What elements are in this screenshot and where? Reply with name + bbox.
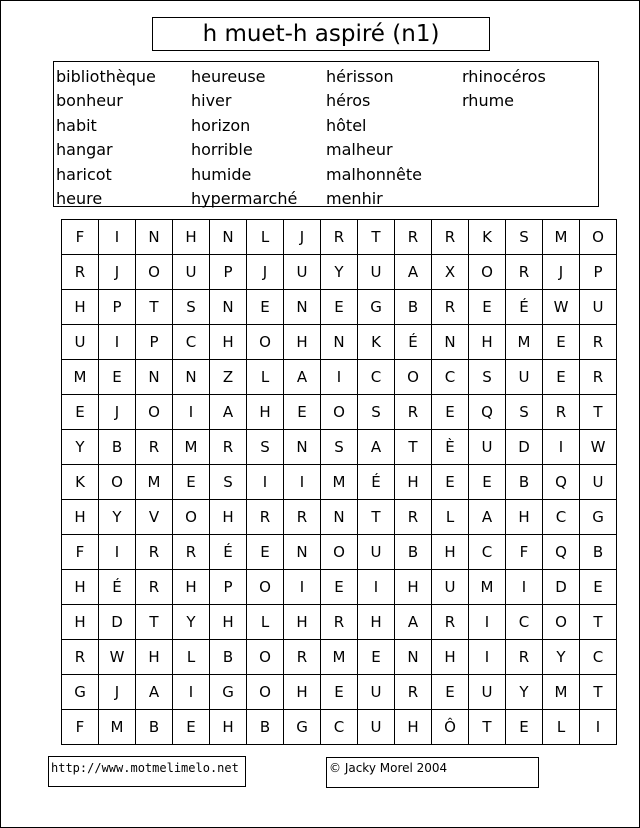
grid-cell[interactable]: I (99, 220, 136, 255)
grid-cell[interactable]: I (321, 360, 358, 395)
grid-cell[interactable]: M (136, 465, 173, 500)
word-item: hérisson (326, 67, 394, 86)
grid-cell[interactable]: H (210, 500, 247, 535)
grid-row (62, 290, 617, 325)
grid-cell[interactable]: T (580, 675, 617, 710)
grid-cell[interactable]: T (395, 430, 432, 465)
grid-cell[interactable]: L (543, 710, 580, 745)
grid-cell[interactable]: Q (543, 465, 580, 500)
grid-cell[interactable]: H (62, 570, 99, 605)
grid-cell[interactable]: E (432, 395, 469, 430)
grid-cell[interactable]: F (506, 535, 543, 570)
grid-cell[interactable]: C (432, 360, 469, 395)
grid-cell[interactable]: L (247, 360, 284, 395)
grid-cell[interactable]: N (284, 290, 321, 325)
grid-cell[interactable]: R (136, 430, 173, 465)
word-item: hiver (191, 91, 232, 111)
grid-cell[interactable]: E (543, 325, 580, 360)
grid-cell[interactable]: K (62, 465, 99, 500)
grid-cell[interactable]: Y (543, 640, 580, 675)
grid-cell[interactable]: O (136, 395, 173, 430)
grid-cell[interactable]: T (580, 395, 617, 430)
grid-cell[interactable]: S (506, 220, 543, 255)
grid-cell[interactable]: E (247, 290, 284, 325)
grid-row (62, 675, 617, 710)
grid-cell[interactable]: M (173, 430, 210, 465)
grid-cell[interactable]: R (543, 395, 580, 430)
grid-cell[interactable]: Ô (432, 710, 469, 745)
grid-row (62, 325, 617, 360)
grid-cell[interactable]: O (173, 500, 210, 535)
grid-cell[interactable]: R (136, 570, 173, 605)
grid-cell[interactable]: E (543, 360, 580, 395)
grid-cell[interactable]: S (173, 290, 210, 325)
grid-cell[interactable]: D (506, 430, 543, 465)
grid-row (62, 500, 617, 535)
grid-cell[interactable]: J (99, 395, 136, 430)
word-item: habit (56, 115, 97, 135)
grid-cell[interactable]: U (358, 535, 395, 570)
grid-cell[interactable]: R (173, 535, 210, 570)
grid-cell[interactable]: H (395, 570, 432, 605)
word-item: héros (326, 91, 371, 111)
grid-cell[interactable]: S (506, 395, 543, 430)
grid-cell[interactable]: H (395, 465, 432, 500)
grid-cell[interactable]: E (469, 290, 506, 325)
grid-cell[interactable]: H (247, 395, 284, 430)
grid-cell[interactable]: R (321, 220, 358, 255)
grid-cell[interactable]: G (210, 675, 247, 710)
grid-cell[interactable]: T (469, 710, 506, 745)
letter-grid (61, 219, 617, 745)
grid-cell[interactable]: E (173, 710, 210, 745)
grid-cell[interactable]: O (321, 535, 358, 570)
grid-cell[interactable]: B (136, 710, 173, 745)
grid-cell[interactable]: E (321, 570, 358, 605)
grid-cell[interactable]: G (358, 290, 395, 325)
word-item: hangar (56, 140, 113, 160)
grid-cell[interactable]: Q (543, 535, 580, 570)
grid-cell[interactable]: H (469, 325, 506, 360)
grid-cell[interactable]: M (62, 360, 99, 395)
grid-cell[interactable]: H (284, 325, 321, 360)
grid-cell[interactable]: U (506, 360, 543, 395)
grid-cell[interactable]: É (99, 570, 136, 605)
grid-row (62, 430, 617, 465)
grid-cell[interactable]: R (210, 430, 247, 465)
grid-cell[interactable]: R (395, 395, 432, 430)
grid-cell[interactable]: D (99, 605, 136, 640)
grid-cell[interactable]: Y (173, 605, 210, 640)
grid-cell[interactable]: M (99, 710, 136, 745)
grid-cell[interactable]: T (580, 605, 617, 640)
grid-cell[interactable]: M (321, 640, 358, 675)
grid-cell[interactable]: E (321, 290, 358, 325)
word-item: heure (56, 188, 103, 208)
word-item: malheur (326, 140, 393, 160)
grid-cell[interactable]: W (543, 290, 580, 325)
grid-cell[interactable]: M (469, 570, 506, 605)
grid-cell[interactable]: G (580, 500, 617, 535)
grid-cell[interactable]: A (395, 255, 432, 290)
grid-cell[interactable]: S (321, 430, 358, 465)
grid-cell[interactable]: I (173, 675, 210, 710)
grid-cell[interactable]: U (358, 255, 395, 290)
grid-cell[interactable]: I (358, 570, 395, 605)
grid-cell[interactable]: R (432, 290, 469, 325)
grid-cell[interactable]: U (432, 570, 469, 605)
grid-row (62, 360, 617, 395)
word-item: malhonnête (326, 164, 423, 184)
grid-cell[interactable]: S (247, 430, 284, 465)
grid-cell[interactable]: I (247, 465, 284, 500)
grid-cell[interactable]: A (358, 430, 395, 465)
grid-cell[interactable]: O (321, 395, 358, 430)
grid-cell[interactable]: H (210, 605, 247, 640)
grid-cell[interactable]: H (432, 535, 469, 570)
puzzle-title: h muet-h aspiré (n1) (152, 17, 490, 51)
grid-cell[interactable]: O (469, 255, 506, 290)
word-item: hôtel (326, 115, 367, 135)
grid-cell[interactable]: H (173, 570, 210, 605)
grid-cell[interactable]: R (62, 255, 99, 290)
grid-cell[interactable]: N (284, 430, 321, 465)
grid-cell[interactable]: E (358, 640, 395, 675)
grid-cell[interactable]: I (99, 325, 136, 360)
grid-row (62, 570, 617, 605)
grid-cell[interactable]: R (284, 640, 321, 675)
grid-row (62, 535, 617, 570)
grid-cell[interactable]: M (506, 325, 543, 360)
grid-cell[interactable]: M (543, 220, 580, 255)
grid-row (62, 395, 617, 430)
grid-cell[interactable]: T (136, 605, 173, 640)
grid-cell[interactable]: O (247, 675, 284, 710)
grid-cell[interactable]: P (210, 255, 247, 290)
word-item: hypermarché (191, 188, 298, 208)
footer-copyright: © Jacky Morel 2004 (326, 757, 539, 788)
grid-cell[interactable]: I (506, 570, 543, 605)
grid-cell[interactable]: P (99, 290, 136, 325)
word-column (191, 65, 297, 211)
grid-cell[interactable]: E (469, 465, 506, 500)
grid-cell[interactable]: A (284, 360, 321, 395)
grid-cell[interactable]: R (136, 535, 173, 570)
grid-cell[interactable]: I (543, 430, 580, 465)
grid-cell[interactable]: Y (506, 675, 543, 710)
grid-cell[interactable]: N (321, 500, 358, 535)
grid-cell[interactable]: H (210, 710, 247, 745)
grid-cell[interactable]: L (247, 605, 284, 640)
grid-cell[interactable]: U (284, 255, 321, 290)
grid-cell[interactable]: U (580, 290, 617, 325)
grid-cell[interactable]: L (432, 500, 469, 535)
grid-cell[interactable]: N (284, 535, 321, 570)
word-item: bonheur (56, 91, 123, 111)
grid-cell[interactable]: U (580, 465, 617, 500)
grid-cell[interactable]: I (284, 465, 321, 500)
grid-cell[interactable]: E (432, 465, 469, 500)
grid-cell[interactable]: R (395, 500, 432, 535)
grid-cell[interactable]: H (62, 500, 99, 535)
grid-cell[interactable]: L (173, 640, 210, 675)
grid-cell[interactable]: J (99, 255, 136, 290)
grid-cell[interactable]: H (432, 640, 469, 675)
grid-row (62, 465, 617, 500)
grid-cell[interactable]: F (62, 535, 99, 570)
grid-cell[interactable]: S (469, 360, 506, 395)
grid-cell[interactable]: Y (62, 430, 99, 465)
grid-cell[interactable]: E (173, 465, 210, 500)
grid-cell[interactable]: R (506, 640, 543, 675)
grid-cell[interactable]: C (506, 605, 543, 640)
grid-cell[interactable]: C (358, 360, 395, 395)
grid-cell[interactable]: O (543, 605, 580, 640)
grid-cell[interactable]: R (284, 500, 321, 535)
grid-cell[interactable]: M (543, 675, 580, 710)
grid-cell[interactable]: J (99, 675, 136, 710)
grid-cell[interactable]: U (62, 325, 99, 360)
word-item: horizon (191, 115, 251, 135)
grid-cell[interactable]: V (136, 500, 173, 535)
word-item: haricot (56, 164, 112, 184)
grid-cell[interactable]: H (62, 290, 99, 325)
word-item: rhinocéros (462, 67, 546, 86)
grid-cell[interactable]: E (62, 395, 99, 430)
grid-cell[interactable]: H (136, 640, 173, 675)
grid-cell[interactable]: W (580, 430, 617, 465)
grid-cell[interactable]: A (469, 500, 506, 535)
grid-cell[interactable]: R (506, 255, 543, 290)
grid-cell[interactable]: C (173, 325, 210, 360)
grid-cell[interactable]: É (506, 290, 543, 325)
word-column (462, 65, 546, 114)
grid-cell[interactable]: B (247, 710, 284, 745)
grid-cell[interactable]: N (210, 220, 247, 255)
grid-cell[interactable]: R (247, 500, 284, 535)
grid-row (62, 255, 617, 290)
grid-cell[interactable]: Y (99, 500, 136, 535)
grid-cell[interactable]: Z (210, 360, 247, 395)
grid-cell[interactable]: A (210, 395, 247, 430)
grid-row (62, 640, 617, 675)
grid-cell[interactable]: N (432, 325, 469, 360)
grid-cell[interactable]: G (284, 710, 321, 745)
grid-cell[interactable]: R (432, 605, 469, 640)
grid-cell[interactable]: O (99, 465, 136, 500)
grid-cell[interactable]: P (136, 325, 173, 360)
word-item: humide (191, 164, 252, 184)
grid-cell[interactable]: U (358, 675, 395, 710)
grid-row (62, 605, 617, 640)
grid-cell[interactable]: O (247, 325, 284, 360)
grid-cell[interactable]: T (358, 220, 395, 255)
grid-cell[interactable]: H (173, 220, 210, 255)
grid-cell[interactable]: R (580, 325, 617, 360)
grid-cell[interactable]: A (136, 675, 173, 710)
grid-cell[interactable]: N (136, 220, 173, 255)
grid-cell[interactable]: I (173, 395, 210, 430)
grid-cell[interactable]: C (543, 500, 580, 535)
grid-cell[interactable]: R (62, 640, 99, 675)
word-list (53, 61, 599, 207)
grid-cell[interactable]: O (395, 360, 432, 395)
grid-cell[interactable]: K (358, 325, 395, 360)
grid-cell[interactable]: H (210, 325, 247, 360)
word-item: menhir (326, 188, 383, 208)
grid-cell[interactable]: H (62, 605, 99, 640)
grid-cell[interactable]: L (247, 220, 284, 255)
grid-cell[interactable]: O (136, 255, 173, 290)
word-item: bibliothèque (56, 67, 156, 86)
grid-cell[interactable]: N (395, 640, 432, 675)
grid-cell[interactable]: H (358, 605, 395, 640)
grid-cell[interactable]: I (580, 710, 617, 745)
grid-cell[interactable]: W (99, 640, 136, 675)
grid-cell[interactable]: X (432, 255, 469, 290)
grid-cell[interactable]: T (358, 500, 395, 535)
grid-cell[interactable]: B (506, 465, 543, 500)
grid-cell[interactable]: B (99, 430, 136, 465)
grid-cell[interactable]: Q (469, 395, 506, 430)
grid-cell[interactable]: F (62, 220, 99, 255)
grid-cell[interactable]: I (469, 605, 506, 640)
word-item: rhume (462, 91, 515, 111)
grid-cell[interactable]: H (284, 605, 321, 640)
grid-cell[interactable]: E (247, 535, 284, 570)
grid-cell[interactable]: R (580, 360, 617, 395)
grid-row (62, 710, 617, 745)
grid-cell[interactable]: É (358, 465, 395, 500)
grid-cell[interactable]: H (395, 710, 432, 745)
grid-cell[interactable]: É (395, 325, 432, 360)
grid-cell[interactable]: C (469, 535, 506, 570)
grid-cell[interactable]: F (62, 710, 99, 745)
grid-cell[interactable]: H (506, 500, 543, 535)
grid-cell[interactable]: C (580, 640, 617, 675)
grid-cell[interactable]: R (321, 605, 358, 640)
grid-cell[interactable]: I (284, 570, 321, 605)
grid-cell[interactable]: E (432, 675, 469, 710)
grid-cell[interactable]: U (469, 675, 506, 710)
grid-cell[interactable]: I (99, 535, 136, 570)
grid-cell[interactable]: G (62, 675, 99, 710)
grid-cell[interactable]: N (210, 290, 247, 325)
word-column (326, 65, 422, 211)
grid-cell[interactable]: E (580, 570, 617, 605)
grid-cell[interactable]: J (247, 255, 284, 290)
grid-cell[interactable]: O (247, 570, 284, 605)
grid-cell[interactable]: R (395, 675, 432, 710)
grid-cell[interactable]: D (543, 570, 580, 605)
grid-cell[interactable]: U (469, 430, 506, 465)
grid-cell[interactable]: J (284, 220, 321, 255)
grid-cell[interactable]: É (210, 535, 247, 570)
grid-cell[interactable]: K (469, 220, 506, 255)
grid-cell[interactable]: S (358, 395, 395, 430)
grid-cell[interactable]: U (173, 255, 210, 290)
grid-cell[interactable]: R (395, 220, 432, 255)
grid-cell[interactable]: O (580, 220, 617, 255)
word-column (56, 65, 156, 211)
grid-cell[interactable]: N (173, 360, 210, 395)
grid-cell[interactable]: P (210, 570, 247, 605)
footer-url[interactable]: http://www.motmelimelo.net (48, 756, 246, 787)
grid-cell[interactable]: N (136, 360, 173, 395)
grid-cell[interactable]: E (506, 710, 543, 745)
grid-cell[interactable]: Y (321, 255, 358, 290)
word-item: horrible (191, 140, 253, 160)
grid-cell[interactable]: E (321, 675, 358, 710)
grid-cell[interactable]: T (136, 290, 173, 325)
grid-cell[interactable]: S (210, 465, 247, 500)
grid-cell[interactable]: R (432, 220, 469, 255)
grid-cell[interactable]: U (358, 710, 395, 745)
grid-cell[interactable]: B (395, 290, 432, 325)
grid-cell[interactable]: B (395, 535, 432, 570)
grid-cell[interactable]: I (469, 640, 506, 675)
grid-cell[interactable]: B (210, 640, 247, 675)
grid-cell[interactable]: A (395, 605, 432, 640)
grid-cell[interactable]: O (247, 640, 284, 675)
grid-cell[interactable]: C (321, 710, 358, 745)
grid-cell[interactable]: M (321, 465, 358, 500)
grid-cell[interactable]: P (580, 255, 617, 290)
grid-cell[interactable]: È (432, 430, 469, 465)
grid-row (62, 220, 617, 255)
grid-cell[interactable]: E (284, 395, 321, 430)
grid-cell[interactable]: J (543, 255, 580, 290)
grid-cell[interactable]: E (99, 360, 136, 395)
word-item: heureuse (191, 67, 266, 86)
grid-cell[interactable]: N (321, 325, 358, 360)
grid-cell[interactable]: B (580, 535, 617, 570)
grid-cell[interactable]: H (284, 675, 321, 710)
